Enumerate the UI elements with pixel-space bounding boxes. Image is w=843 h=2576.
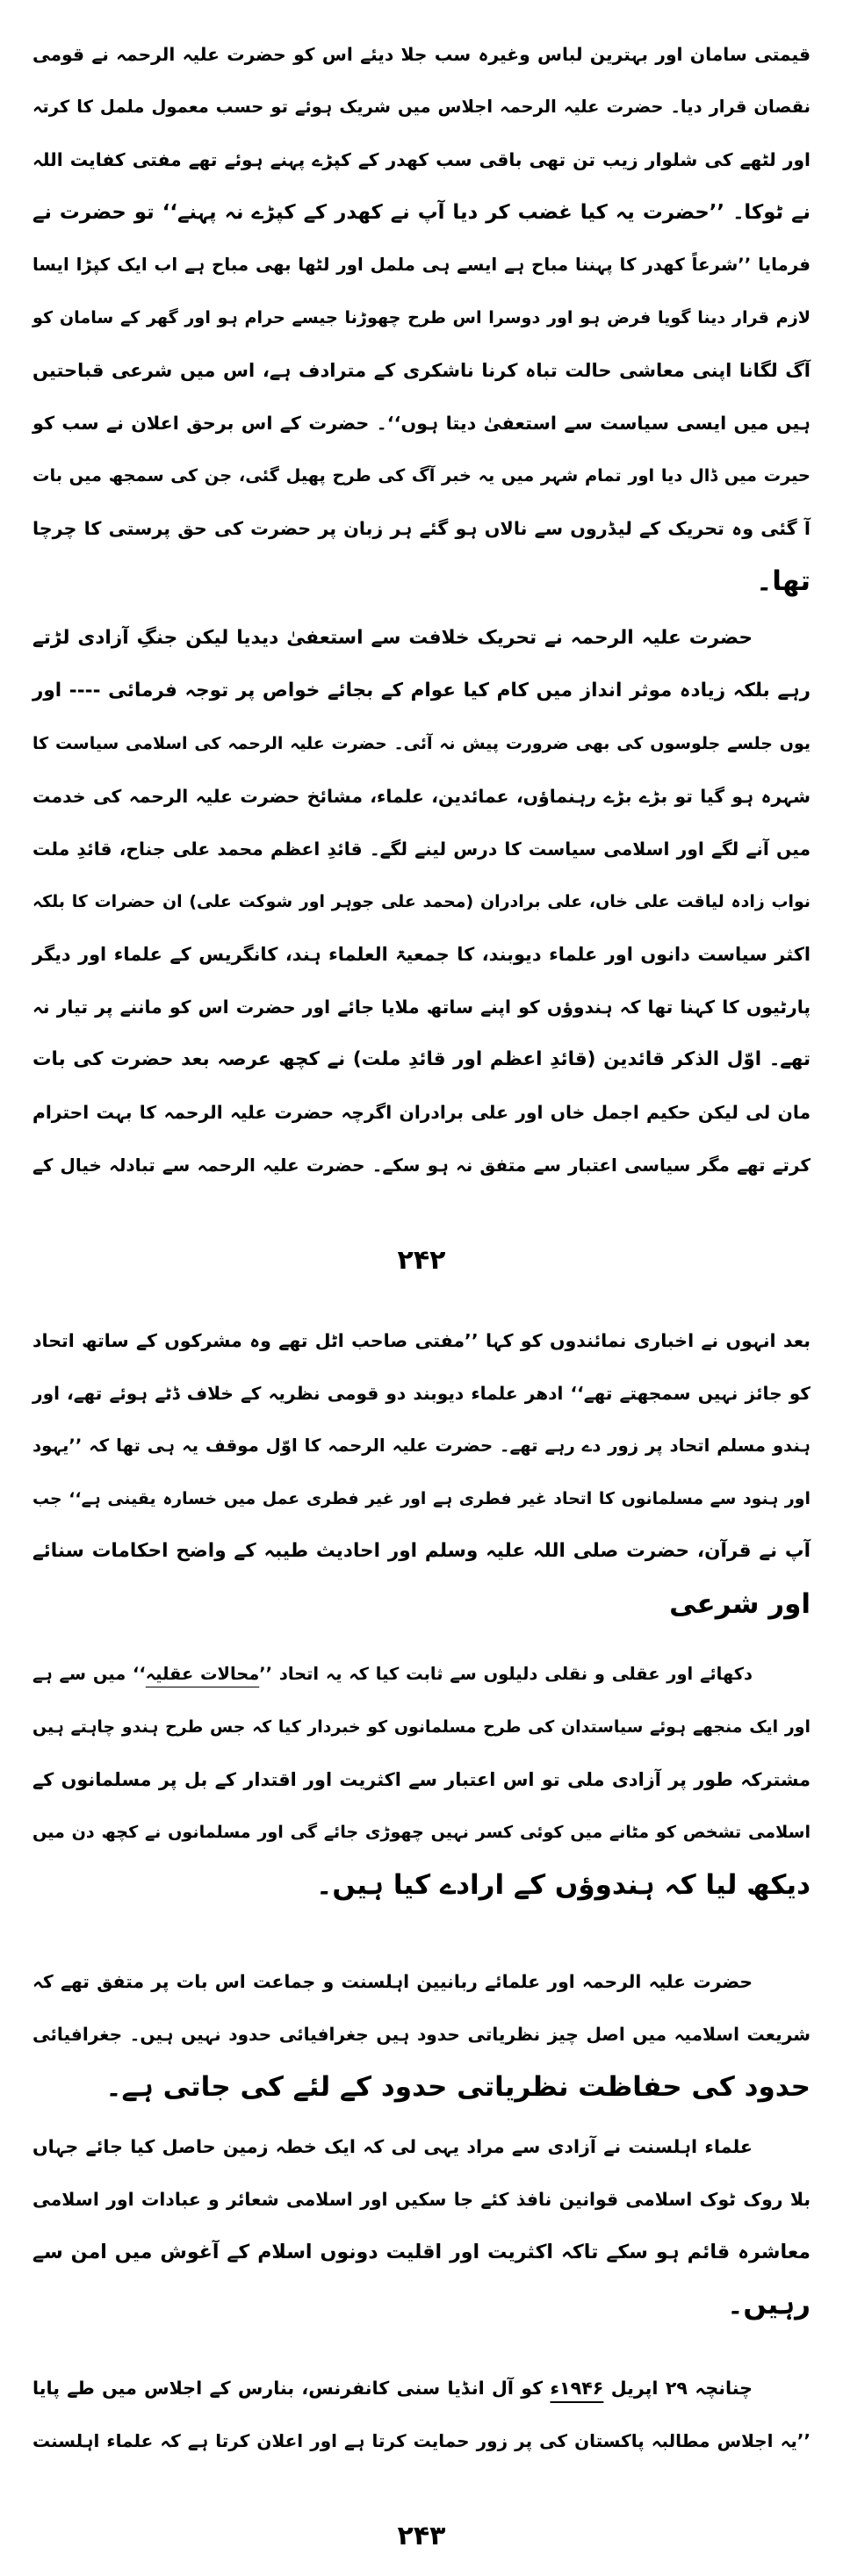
page-number: ۲۴۳ [397,2521,446,2551]
underlined-text: ۱۹۴۶ء [550,2378,604,2399]
text-line: تھا۔ [756,565,811,597]
text-line: شریعت اسلامیہ میں اصل چیز نظریاتی حدود ہیں جغرافیائی حدود نہیں ہیں۔ جغرافیائی [32,2024,811,2045]
text-line: کو جائز نہیں سمجھتے تھے‘‘ ادھر علماء دیوبند دو قومی نظریہ کے خلاف ڈٹے ہوئے تھے، اور [32,1383,811,1404]
text-line: یوں جلسے جلوسوں کی بھی ضرورت پیش نہ آئی۔ حضرت علیہ الرحمہ کی اسلامی سیاست کا [32,734,811,753]
text-line: آ گئی وہ تحریک کے لیڈروں سے نالاں ہو گئے ہر زبان پر حضرت کی حق پرستی کا چرچا [32,518,811,539]
text-line: نواب زادہ لیاقت علی خاں، علی برادران (محمد علی جوہر اور شوکت علی) ان حضرات کا بلکہ [32,892,811,911]
text-line: بلا روک ٹوک اسلامی قوانین نافذ کئے جا سکیں اور اسلامی شعائر و عبادات اور اسلامی [32,2189,811,2210]
text-segment: کو آل انڈیا سنی کانفرنس، بنارس کے اجلاس میں طے پایا [32,2378,551,2399]
text-line: اور لٹھے کی شلوار زیب تن تھی باقی سب کھدر کے کپڑے پہنے ہوئے تھے مفتی کفایت اللہ [32,149,811,170]
text-line: پارٹیوں کا کہنا تھا کہ ہندوؤں کو اپنے ساتھ ملایا جائے اور حضرت اس کو ماننے پر تیار نہ [32,997,811,1018]
text-segment: ‘‘ میں سے ہے [32,1664,146,1684]
text-line: اور ہنود سے مسلمانوں کا اتحاد غیر فطری ہے اور غیر فطری عمل میں خسارہ یقینی ہے‘‘ جب [32,1489,811,1508]
text-line: قیمتی سامان اور بہترین لباس وغیرہ سب جلا دیئے اس کو حضرت علیہ الرحمہ نے قومی [32,44,811,65]
text-line: شہرہ ہو گیا تو بڑے بڑے رہنماؤں، عمائدین، علماء، مشائخ حضرت علیہ الرحمہ کی خدمت [32,786,811,807]
text-line: ہیں میں ایسی سیاست سے استعفیٰ دیتا ہوں‘‘۔ حضرت کے اس برحق اعلان نے سب کو [32,413,811,434]
text-line: رہیں۔ [727,2289,811,2321]
text-line: علماء اہلسنت نے آزادی سے مراد یہی لی کہ ایک خطہ زمین حاصل کیا جائے جہاں [32,2136,753,2157]
text-line: ’’یہ اجلاس مطالبہ پاکستان کی پر زور حمایت کرتا ہے اور اعلان کرتا ہے کہ علماء اہلسنت [32,2430,811,2451]
text-line: نقصان قرار دیا۔ حضرت علیہ الرحمہ اجلاس میں شریک ہوئے تو حسب معمول ململ کا کرتہ [32,97,811,117]
paragraph [32,2120,811,2331]
text-line [32,2362,811,2414]
text-line: میں آنے لگے اور اسلامی سیاست کا درس لینے لگے۔ قائدِ اعظم محمد علی جناح، قائدِ ملت [32,838,811,860]
paragraph [32,28,811,608]
text-line: مان لی لیکن حکیم اجمل خاں اور علی برادران اگرچہ حضرت علیہ الرحمہ کا بہت احترام [32,1102,811,1123]
paragraph [32,2362,811,2467]
text-line: نے ٹوکا۔ ’’حضرت یہ کیا غضب کر دیا آپ نے کھدر کے کپڑے نہ پہنے‘‘ تو حضرت نے [32,201,811,224]
text-line: ہندو مسلم اتحاد پر زور دے رہے تھے۔ حضرت علیہ الرحمہ کا اوّل موقف یہ ہی تھا کہ ’’یہود [32,1436,811,1456]
text-line: کرتے تھے مگر سیاسی اعتبار سے متفق نہ ہو سکے۔ حضرت علیہ الرحمہ سے تبادلہ خیال کے [32,1155,811,1176]
text-line: اسلامی تشخص کو مٹانے میں کوئی کسر نہیں چھوڑی جائے گی اور مسلمانوں نے کچھ دن میں [32,1822,811,1842]
text-line: تھے۔ اوّل الذکر قائدین (قائدِ اعظم اور قائدِ ملت) نے کچھ عرصہ بعد حضرت کی بات [32,1048,811,1070]
text-line [32,1648,811,1701]
paragraph [32,1955,811,2113]
text-line: اور شرعی [669,1588,811,1620]
paragraph [32,1648,811,1911]
text-line: لازم قرار دینا گویا فرض ہو اور دوسرا اس طرح چھوڑنا جیسے حرام ہو اور گھر کے سامان کو [32,307,811,327]
text-line: حدود کی حفاظت نظریاتی حدود کے لئے کی جاتی ہے۔ [105,2071,811,2103]
text-line: دیکھ لیا کہ ہندوؤں کے ارادے کیا ہیں۔ [316,1869,811,1901]
text-line: مشترکہ طور پر آزادی ملی تو اس اعتبار سے اکثریت اور اقتدار کے بل پر مسلمانوں کے [32,1769,811,1790]
text-line: رہے بلکہ زیادہ موثر انداز میں کام کیا عوام کے بجائے خواص پر توجہ فرمائی ---- اور [32,680,811,702]
underlined-text: محالات عقلیہ [145,1664,260,1684]
text-line: حیرت میں ڈال دیا اور تمام شہر میں یہ خبر آگ کی طرح پھیل گئی، جن کی سمجھ میں بات [32,465,811,486]
text-line: بعد انہوں نے اخباری نمائندوں کو کہا ’’مفتی صاحب اٹل تھے وہ مشرکوں کے ساتھ اتحاد [32,1330,811,1351]
text-line: فرمایا ’’شرعاً کھدر کا پہننا مباح ہے ایسے ہی ململ اور لٹھا بھی مباح ہے اب ایک کپڑا ایسا [32,255,811,275]
paragraph [32,612,811,1191]
text-line: حضرت علیہ الرحمہ اور علمائے ربانیین اہلسنت و جماعت اس بات پر متفق تھے کہ [32,1971,753,1992]
text-line: آگ لگانا اپنی معاشی حالت تباہ کرنا ناشکری کے مترادف ہے، اس میں شرعی قباحتیں [32,359,811,381]
text-segment: دکھائے اور عقلی و نقلی دلیلوں سے ثابت کیا کہ یہ اتحاد ’’ [259,1664,753,1684]
text-line: اکثر سیاست دانوں اور علماء دیوبند، کا جمعیۃ العلماء ہند، کانگریس کے علماء اور دیگر [32,944,811,965]
text-line: معاشرہ قائم ہو سکے تاکہ اکثریت اور اقلیت دونوں اسلام کے آغوش میں امن سے [32,2241,811,2263]
text-line: حضرت علیہ الرحمہ نے تحریک خلافت سے استعفیٰ دیدیا لیکن جنگِ آزادی لڑتے [32,627,753,649]
text-line: اور ایک منجھے ہوئے سیاستدان کی طرح مسلمانوں کو خبردار کیا کہ جس طرح ہندو چاہتے ہیں [32,1717,811,1737]
page-number: ۲۴۲ [397,1245,446,1276]
text-line: آپ نے قرآن، حضرت صلی اللہ علیہ وسلم اور احادیث طیبہ کے واضح احکامات سنائے [32,1540,811,1562]
text-segment: چنانچہ ۲۹ اپریل [603,2378,753,2399]
paragraph [32,1314,811,1630]
